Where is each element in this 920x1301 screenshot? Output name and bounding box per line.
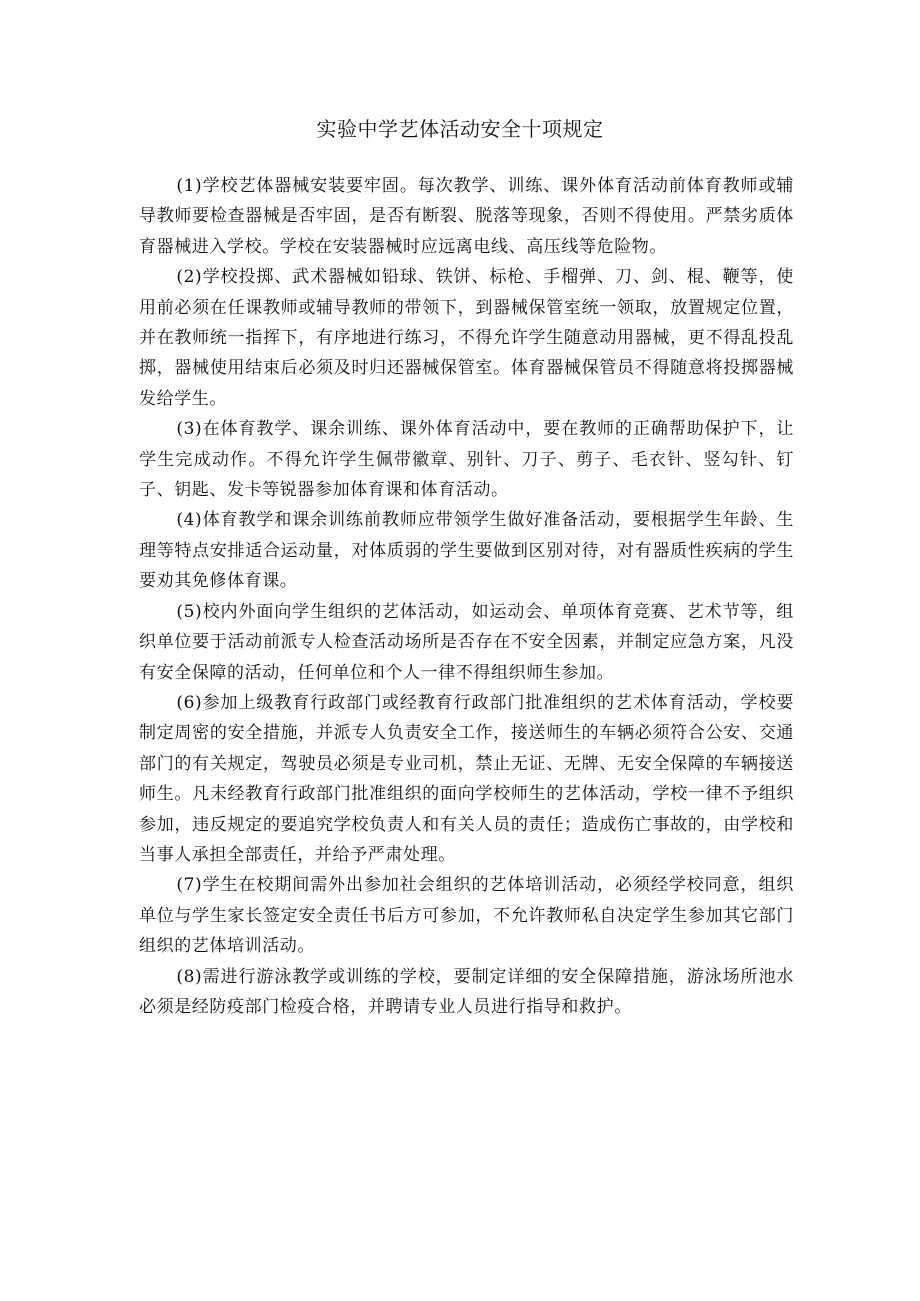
regulation-item-2: (2)学校投掷、武术器械如铅球、铁饼、标枪、手榴弹、刀、剑、棍、鞭等，使用前必须在任课教师或辅导教师的带领下，到器械保管室统一领取，放置规定位置，并在教师统一指挥下，有序地进行练习，不得允许学生随意动用器械，更不得乱投乱掷，器械使用结束后必须及时归还器械保管室。体育器械保管员不得随意将投掷器械发给学生。 xyxy=(139,267,794,409)
regulation-item-7: (7)学生在校期间需外出参加社会组织的艺体培训活动，必须经学校同意，组织单位与学生家长签定安全责任书后方可参加，不允许教师私自决定学生参加其它部门组织的艺体培训活动。 xyxy=(139,875,794,957)
regulation-item-1: (1)学校艺体器械安装要牢固。每次教学、训练、课外体育活动前体育教师或辅导教师要检查器械是否牢固，是否有断裂、脱落等现象，否则不得使用。严禁劣质体育器械进入学校。学校在安装器械时应远离电线、高压线等危险物。 xyxy=(139,176,794,257)
document-title: 实验中学艺体活动安全十项规定 xyxy=(316,117,604,141)
regulation-item-4: (4)体育教学和课余训练前教师应带领学生做好准备活动，要根据学生年龄、生理等特点安排适合运动量，对体质弱的学生要做到区别对待，对有器质性疾病的学生要劝其免修体育课。 xyxy=(139,510,794,592)
regulation-item-5: (5)校内外面向学生组织的艺体活动，如运动会、单项体育竞赛、艺术节等，组织单位要于活动前派专人检查活动场所是否存在不安全因素，并制定应急方案，凡没有安全保障的活动，任何单位和个人一律不得组织师生参加。 xyxy=(139,601,794,683)
document-body xyxy=(139,171,794,1022)
regulation-item-3: (3)在体育教学、课余训练、课外体育活动中，要在教师的正确帮助保护下，让学生完成动作。不得允许学生佩带徽章、别针、刀子、剪子、毛衣针、竖勾针、钉子、钥匙、发卡等锐器参加体育课和体育活动。 xyxy=(139,419,794,501)
regulation-item-8: (8)需进行游泳教学或训练的学校，要制定详细的安全保障措施，游泳场所池水必须是经防疫部门检疫合格，并聘请专业人员进行指导和救护。 xyxy=(139,966,794,1017)
regulation-item-6: (6)参加上级教育行政部门或经教育行政部门批准组织的艺术体育活动，学校要制定周密的安全措施，并派专人负责安全工作，接送师生的车辆必须符合公安、交通部门的有关规定，驾驶员必须是专业司机，禁止无证、无牌、无安全保障的车辆接送师生。凡未经教育行政部门批准组织的面向学校师生的艺体活动，学校一律不予组织参加，违反规定的要追究学校负责人和有关人员的责任；造成伤亡事故的，由学校和当事人承担全部责任，并给予严肃处理。 xyxy=(139,692,794,865)
